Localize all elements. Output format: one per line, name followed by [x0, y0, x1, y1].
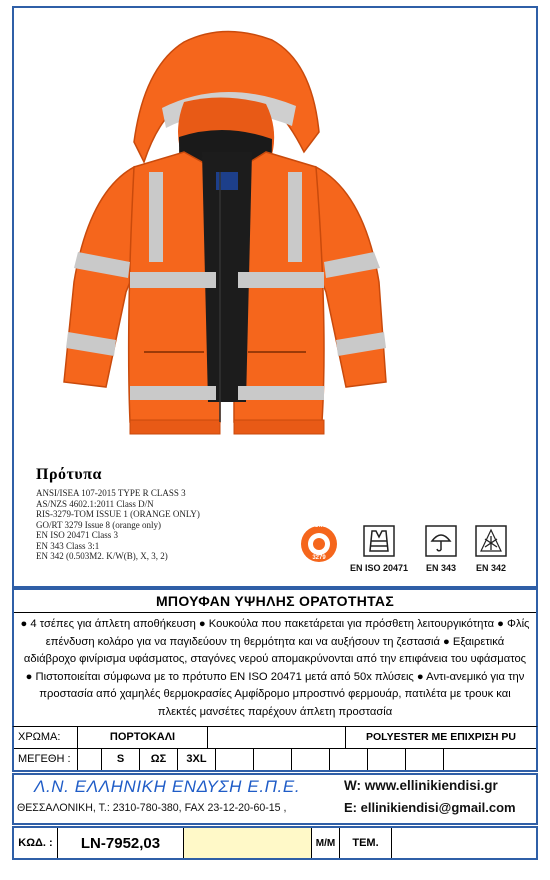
color-row — [14, 727, 536, 749]
qty-label: ΤΕΜ. — [340, 828, 392, 858]
rain-icon — [425, 525, 457, 557]
en20471-caption: EN ISO 20471 — [349, 563, 409, 573]
en343-caption: EN 343 — [425, 563, 457, 573]
standard-line: RIS-3279-TOM ISSUE 1 (ORANGE ONLY) — [36, 509, 200, 519]
gort-label: GO/RT — [309, 523, 329, 529]
en342-caption: EN 342 — [475, 563, 507, 573]
product-image-panel — [12, 6, 538, 588]
size-to: 3XL — [178, 749, 216, 770]
en343-badge — [419, 525, 463, 573]
code-label: ΚΩΔ. : — [14, 828, 58, 858]
quantity-input-cell[interactable] — [184, 828, 312, 858]
company-address: ΘΕΣΣΑΛΟΝΙΚΗ, Τ.: 2310-780-380, FAX 23-12-20-60-15 , — [17, 802, 287, 814]
fabric-value: POLYESTER ΜΕ ΕΠΙΧΡΙΣΗ PU — [365, 731, 517, 743]
size-empty-cell — [216, 749, 254, 770]
jacket-illustration — [34, 22, 414, 462]
certification-badges — [299, 523, 529, 583]
size-to-word: ΩΣ — [140, 749, 178, 770]
size-empty-cell — [292, 749, 330, 770]
size-from: S — [102, 749, 140, 770]
standard-line: EN 342 (0.503M2. K/W(B), X, 3, 2) — [36, 551, 168, 561]
color-label: ΧΡΩΜΑ: — [14, 727, 78, 748]
standard-line: ANSI/ISEA 107-2015 TYPE R CLASS 3 — [36, 488, 186, 498]
size-empty-cell — [444, 749, 536, 770]
unit-label: Μ/Μ — [312, 828, 340, 858]
snowflake-icon — [475, 525, 507, 557]
company-panel — [12, 773, 538, 825]
attributes-table — [12, 726, 538, 772]
standard-line: AS/NZS 4602.1:2011 Class D/N — [36, 498, 154, 509]
size-empty-cell — [368, 749, 406, 770]
product-description: ● 4 τσέπες για άπλετη αποθήκευση ● Κουκούλα που πακετάρεται για πρόσθετη λειτουργικότητα ● Φλίς επένδυση κολάρο για να παγιδεύουν τη θερμότητα και να αυξήσουν τη ζεστασιά ● Εξαιρετικά αδιάβροχο φινίρισμα υφάσματος, σταγόνες νερού απομακρύνονται από την επιφάνεια του υφάσματος ● Πιστοποιείται σύμφωνα με το πρότυπο EN ISO 20471 μετά από 50x πλύσεις ● Αντι-ανεμικό για την προστασία από χαμηλές θερμοκρασίες Αμφίδρομο μπροστινό φερμουάρ, πατιλέτα με τρουκ και πλεκτές μανσέτες παρέχουν άπλετη προστασία — [20, 618, 530, 718]
standard-line: GO/RT 3279 Issue 8 (orange only) — [36, 519, 162, 530]
size-empty-cell — [254, 749, 292, 770]
size-empty-cell — [406, 749, 444, 770]
standards-heading: Πρότυπα — [36, 466, 102, 483]
company-name: Λ.Ν. ΕΛΛΗΝΙΚΗ ΕΝΔΥΣΗ Ε.Π.Ε. — [34, 777, 301, 796]
en342-badge — [469, 525, 513, 573]
gort-number: 3279 — [312, 555, 326, 561]
product-title: ΜΠΟΥΦΑΝ ΥΨΗΛΗΣ ΟΡΑΤΟΤΗΤΑΣ — [14, 590, 536, 613]
size-row — [14, 749, 536, 770]
size-spacer — [78, 749, 102, 770]
qty-value-cell[interactable] — [392, 828, 536, 858]
jacket-image — [34, 22, 414, 462]
company-website: W: www.ellinikiendisi.gr — [344, 778, 498, 793]
gort-badge — [299, 523, 339, 570]
code-row — [12, 826, 538, 860]
color-spacer — [208, 727, 346, 748]
product-description-panel — [12, 588, 538, 728]
en20471-badge — [347, 525, 411, 573]
size-empty-cell — [330, 749, 368, 770]
vest-icon — [363, 525, 395, 557]
standard-line: EN ISO 20471 Class 3 — [36, 530, 119, 540]
company-email: E: ellinikiendisi@gmail.com — [344, 800, 516, 815]
size-label: ΜΕΓΕΘΗ : — [14, 749, 78, 770]
standard-line: EN 343 Class 3:1 — [36, 540, 100, 551]
code-value: LN-7952,03 — [58, 828, 184, 858]
color-value: ΠΟΡΤΟΚΑΛΙ — [78, 727, 208, 748]
